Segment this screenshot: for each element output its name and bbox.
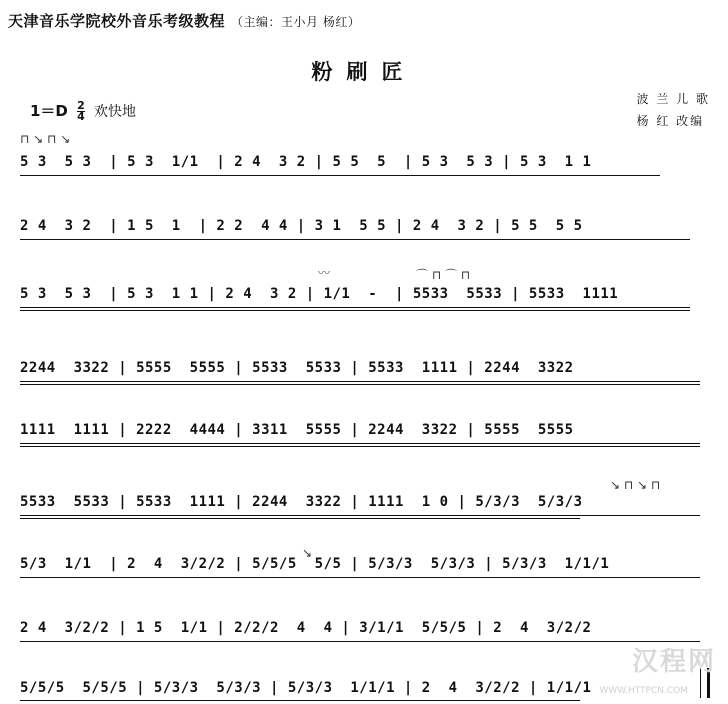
song-origin: 波 兰 儿 歌 — [636, 92, 710, 106]
score-row-6: 5533 5533 | 5533 1111 | 2244 3322 | 1111 1 0 | 5/3/3 5/3/3 — [20, 494, 583, 510]
series-header — [8, 10, 360, 31]
credits — [637, 88, 710, 132]
underline-beam — [20, 700, 580, 701]
editors-note: （主编：王小月 杨红） — [231, 15, 361, 29]
underline-beam — [20, 515, 700, 516]
bowing-mark: ↘ ⊓ ↘ ⊓ — [610, 478, 661, 492]
score-row-2: 2 4 3 2 | 1 5 1 | 2 2 4 4 | 3 1 5 5 | 2 4 3 2 | 5 5 5 5 — [20, 218, 583, 234]
watermark-logo: 汉程网 — [631, 647, 716, 677]
tempo-marking: 欢快地 — [94, 104, 137, 120]
song-title: 粉刷匠 — [311, 60, 417, 84]
underline-beam-double — [20, 310, 690, 311]
score-row-7: 5/3 1/1 | 2 4 3/2/2 | 5/5/5 5/5 | 5/3/3 5/3/3 | 5/3/3 1/1/1 — [20, 556, 610, 572]
score-row-1: 5 3 5 3 | 5 3 1/1 | 2 4 3 2 | 5 5 5 | 5 3 5 3 | 5 3 1 1 — [20, 154, 592, 170]
bowing-mark: ⌒ ⊓ ⌒ ⊓ — [416, 268, 471, 282]
series-title: 天津音乐学院校外音乐考级教程 — [8, 12, 226, 30]
bowing-mark: ⊓ ↘ ⊓ ↘ — [20, 132, 71, 146]
time-signature — [77, 101, 85, 122]
time-signature-bottom: 4 — [77, 110, 85, 123]
score-row-9: 5/5/5 5/5/5 | 5/3/3 5/3/3 | 5/3/3 1/1/1 | 2 4 3/2/2 | 1/1/1 — [20, 680, 592, 696]
underline-beam-double — [20, 518, 580, 519]
underline-beam — [20, 239, 690, 240]
key-signature-line — [30, 100, 136, 122]
score-row-3: 5 3 5 3 | 5 3 1 1 | 2 4 3 2 | 1/1 - | 5533 5533 | 5533 1111 — [20, 286, 619, 302]
key-signature: 1＝D — [30, 102, 68, 120]
underline-beam-double — [20, 384, 700, 385]
underline-beam — [20, 175, 660, 176]
score-row-8: 2 4 3/2/2 | 1 5 1/1 | 2/2/2 4 4 | 3/1/1 5/5/5 | 2 4 3/2/2 — [20, 620, 592, 636]
arranger: 杨 红 改编 — [636, 114, 705, 128]
underline-beam — [20, 381, 700, 382]
underline-beam — [20, 641, 700, 642]
trill-mark: 〰 — [318, 266, 331, 280]
bowing-mark: ↘ — [302, 546, 313, 560]
underline-beam-double — [20, 446, 700, 447]
underline-beam — [20, 443, 700, 444]
watermark-url: WWW.HTTPCN.COM — [599, 686, 688, 696]
score-row-4: 2244 3322 | 5555 5555 | 5533 5533 | 5533 1111 | 2244 3322 — [20, 360, 574, 376]
time-signature-top: 2 — [77, 99, 85, 112]
underline-beam — [20, 577, 700, 578]
underline-beam — [20, 307, 690, 308]
score-row-5: 1111 1111 | 2222 4444 | 3311 5555 | 2244 3322 | 5555 5555 — [20, 422, 574, 438]
